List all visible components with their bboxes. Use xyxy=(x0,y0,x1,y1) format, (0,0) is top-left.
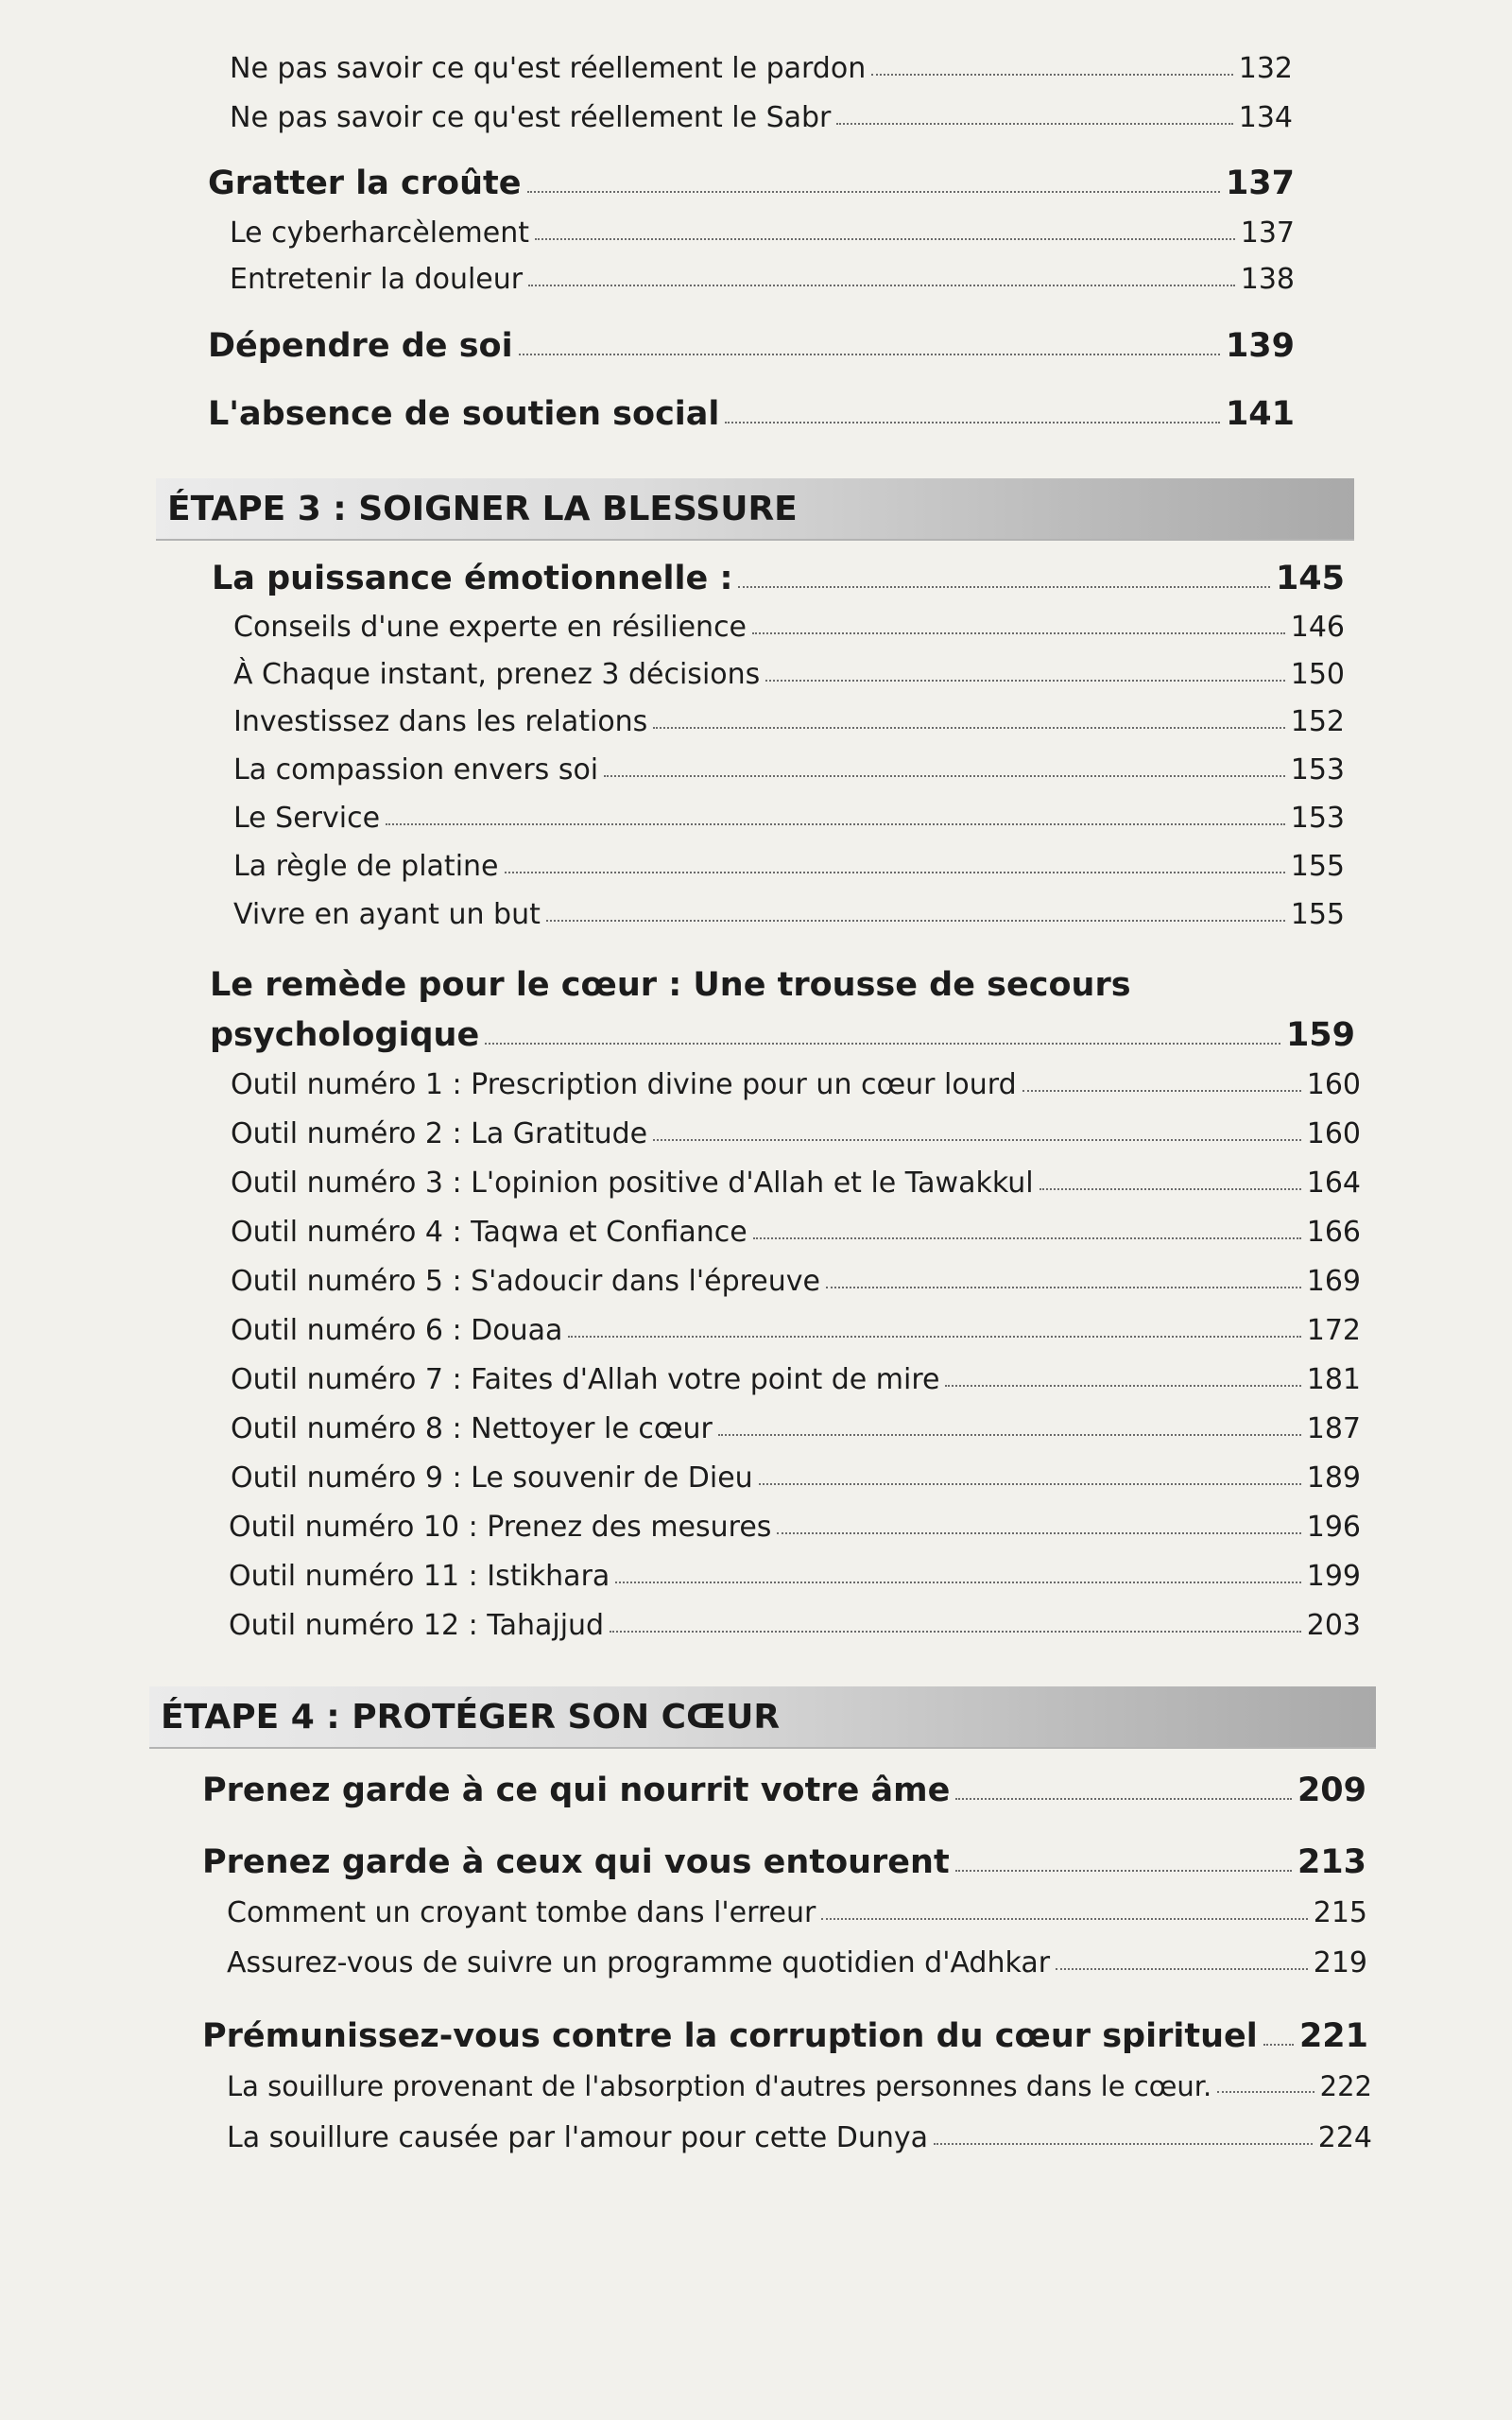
toc-entry-page: 166 xyxy=(1306,1216,1361,1249)
dot-leader xyxy=(1056,1968,1308,1970)
toc-entry-title: Outil numéro 5 : S'adoucir dans l'épreuve xyxy=(231,1265,820,1298)
dot-leader xyxy=(777,1532,1300,1534)
toc-entry-page: 187 xyxy=(1306,1412,1361,1445)
dot-leader xyxy=(955,1798,1292,1800)
toc-entry-title: psychologique xyxy=(210,1016,480,1054)
toc-entry-title: Outil numéro 10 : Prenez des mesures xyxy=(229,1511,772,1544)
toc-entry-title: La règle de platine xyxy=(233,850,499,883)
toc-entry-page: 213 xyxy=(1297,1843,1366,1881)
toc-entry-page: 181 xyxy=(1306,1363,1361,1396)
toc-entry-title: Ne pas savoir ce qu'est réellement le Sabr xyxy=(230,101,832,134)
dot-leader xyxy=(527,191,1220,193)
dot-leader xyxy=(725,422,1220,424)
toc-entry xyxy=(233,850,1345,883)
toc-entry-page: 199 xyxy=(1306,1560,1361,1593)
toc-entry xyxy=(227,1946,1367,1979)
toc-entry xyxy=(202,2017,1368,2055)
toc-entry-title: À Chaque instant, prenez 3 décisions xyxy=(233,658,761,691)
dot-leader xyxy=(505,872,1285,873)
toc-entry xyxy=(231,1167,1361,1200)
toc-entry xyxy=(233,898,1345,931)
toc-entry-title: Prenez garde à ce qui nourrit votre âme xyxy=(202,1772,951,1809)
section-heading-text: ÉTAPE 3 : SOIGNER LA BLESSURE xyxy=(167,489,798,528)
toc-entry xyxy=(230,52,1293,85)
toc-entry xyxy=(229,1560,1361,1593)
toc-entry-page: 145 xyxy=(1275,560,1345,597)
toc-entry xyxy=(231,1068,1361,1101)
toc-entry-title: La souillure causée par l'amour pour cette Dunya xyxy=(227,2121,929,2154)
toc-entry-page: 134 xyxy=(1238,101,1293,134)
toc-entry-page: 138 xyxy=(1240,263,1295,296)
toc-entry-page: 222 xyxy=(1319,2070,1372,2102)
toc-entry-title: Outil numéro 3 : L'opinion positive d'Allah et le Tawakkul xyxy=(231,1167,1034,1200)
section-heading-text: ÉTAPE 4 : PROTÉGER SON CŒUR xyxy=(161,1697,781,1737)
toc-entry xyxy=(230,216,1295,250)
toc-entry xyxy=(230,263,1295,296)
dot-leader xyxy=(738,586,1269,588)
toc-entry xyxy=(229,1609,1361,1642)
toc-entry-page: 150 xyxy=(1290,658,1345,691)
toc-entry-title: Outil numéro 11 : Istikhara xyxy=(229,1560,610,1593)
dot-leader xyxy=(528,285,1235,286)
toc-entry-page: 137 xyxy=(1240,216,1295,250)
toc-entry xyxy=(231,1412,1361,1445)
dot-leader xyxy=(1217,2091,1314,2093)
toc-entry-title: Conseils d'une experte en résilience xyxy=(233,611,747,644)
toc-entry xyxy=(233,753,1345,786)
dot-leader xyxy=(759,1483,1301,1485)
dot-leader xyxy=(615,1582,1300,1583)
dot-leader xyxy=(604,775,1285,777)
toc-entry xyxy=(208,164,1295,202)
toc-entry-title: Outil numéro 7 : Faites d'Allah votre point de mire xyxy=(231,1363,940,1396)
toc-entry xyxy=(230,101,1293,134)
toc-entry xyxy=(208,395,1295,433)
toc-entry-page: 215 xyxy=(1313,1896,1367,1929)
toc-entry-title: Assurez-vous de suivre un programme quotidien d'Adhkar xyxy=(227,1946,1051,1979)
dot-leader xyxy=(753,1237,1301,1239)
toc-entry xyxy=(231,1363,1361,1396)
dot-leader xyxy=(519,354,1220,355)
toc-entry xyxy=(231,1216,1361,1249)
dot-leader xyxy=(653,1139,1301,1141)
toc-entry-page: 160 xyxy=(1306,1117,1361,1150)
dot-leader xyxy=(955,1870,1292,1872)
section-heading-etape-3 xyxy=(156,478,1354,541)
toc-entry-page: 164 xyxy=(1306,1167,1361,1200)
toc-entry xyxy=(202,1772,1366,1809)
toc-entry-title: Prenez garde à ceux qui vous entourent xyxy=(202,1843,950,1881)
dot-leader xyxy=(485,1043,1280,1045)
toc-entry-page: 141 xyxy=(1225,395,1295,433)
toc-entry-page: 155 xyxy=(1290,898,1345,931)
toc-entry-title: Outil numéro 8 : Nettoyer le cœur xyxy=(231,1412,713,1445)
dot-leader xyxy=(653,727,1284,729)
dot-leader xyxy=(546,920,1285,922)
toc-entry xyxy=(231,1265,1361,1298)
toc-entry-title: Vivre en ayant un but xyxy=(233,898,541,931)
toc-entry-title: La puissance émotionnelle : xyxy=(212,560,733,597)
toc-entry-title: Le Service xyxy=(233,802,381,835)
dot-leader xyxy=(718,1434,1301,1436)
dot-leader xyxy=(1022,1090,1301,1092)
toc-entry-page: 172 xyxy=(1306,1314,1361,1347)
toc-entry-page: 155 xyxy=(1290,850,1345,883)
toc-entry-title: Outil numéro 9 : Le souvenir de Dieu xyxy=(231,1461,753,1495)
dot-leader xyxy=(1040,1188,1301,1190)
dot-leader xyxy=(568,1336,1300,1338)
dot-leader xyxy=(765,680,1284,682)
toc-entry-page: 224 xyxy=(1317,2121,1372,2154)
toc-entry-title: Outil numéro 12 : Tahajjud xyxy=(229,1609,605,1642)
dot-leader xyxy=(836,123,1232,125)
dot-leader xyxy=(752,632,1285,634)
toc-entry xyxy=(231,1117,1361,1150)
toc-entry-page: 132 xyxy=(1238,52,1293,85)
toc-entry xyxy=(212,560,1345,597)
toc-entry-page: 203 xyxy=(1306,1609,1361,1642)
toc-entry-title: Le cyberharcèlement xyxy=(230,216,530,250)
toc-entry xyxy=(231,1461,1361,1495)
toc-entry-title: Entretenir la douleur xyxy=(230,263,524,296)
toc-entry-page: 159 xyxy=(1285,1016,1355,1054)
toc-entry-title: Dépendre de soi xyxy=(208,327,513,365)
toc-entry-title: Ne pas savoir ce qu'est réellement le pardon xyxy=(230,52,867,85)
toc-entry-page: 137 xyxy=(1225,164,1295,202)
toc-entry-page: 160 xyxy=(1306,1068,1361,1101)
section-heading-etape-4 xyxy=(149,1686,1376,1749)
dot-leader xyxy=(386,823,1285,825)
toc-entry-title: La souillure provenant de l'absorption d'autres personnes dans le cœur. xyxy=(227,2070,1212,2102)
toc-entry-page: 169 xyxy=(1306,1265,1361,1298)
toc-entry-page: 219 xyxy=(1313,1946,1367,1979)
dot-leader xyxy=(871,74,1233,76)
toc-entry xyxy=(208,327,1295,365)
toc-entry xyxy=(233,705,1345,738)
toc-entry xyxy=(227,1896,1367,1929)
toc-entry-page: 209 xyxy=(1297,1772,1366,1809)
dot-leader xyxy=(535,238,1235,240)
toc-entry xyxy=(210,1016,1355,1054)
dot-leader xyxy=(945,1385,1300,1387)
toc-entry-title: Outil numéro 1 : Prescription divine pour un cœur lourd xyxy=(231,1068,1017,1101)
dot-leader xyxy=(826,1287,1301,1288)
toc-entry-title: L'absence de soutien social xyxy=(208,395,720,433)
toc-entry-title-line1: Le remède pour le cœur : Une trousse de secours xyxy=(210,966,1131,1004)
toc-entry xyxy=(233,802,1345,835)
toc-entry xyxy=(202,1843,1366,1881)
toc-entry-page: 196 xyxy=(1306,1511,1361,1544)
toc-entry-title: Outil numéro 6 : Douaa xyxy=(231,1314,563,1347)
toc-entry-title: Comment un croyant tombe dans l'erreur xyxy=(227,1896,816,1929)
toc-entry xyxy=(231,1314,1361,1347)
toc-entry-title: Prémunissez-vous contre la corruption du cœur spirituel xyxy=(202,2017,1258,2055)
toc-entry-title: Outil numéro 2 : La Gratitude xyxy=(231,1117,648,1150)
toc-entry-title: Investissez dans les relations xyxy=(233,705,648,738)
toc-entry-page: 153 xyxy=(1290,753,1345,786)
toc-entry xyxy=(227,2070,1372,2102)
toc-entry-page: 152 xyxy=(1290,705,1345,738)
toc-entry-page: 146 xyxy=(1290,611,1345,644)
toc-entry xyxy=(233,658,1345,691)
dot-leader xyxy=(934,2143,1313,2145)
dot-leader xyxy=(1263,2044,1294,2046)
toc-entry-title: Outil numéro 4 : Taqwa et Confiance xyxy=(231,1216,747,1249)
toc-entry-title: La compassion envers soi xyxy=(233,753,599,786)
toc-entry xyxy=(227,2121,1372,2154)
dot-leader xyxy=(821,1918,1307,1920)
toc-entry-page: 139 xyxy=(1225,327,1295,365)
toc-entry-page: 153 xyxy=(1290,802,1345,835)
dot-leader xyxy=(610,1631,1301,1633)
toc-entry-page: 189 xyxy=(1306,1461,1361,1495)
toc-entry-title: Gratter la croûte xyxy=(208,164,522,202)
toc-entry xyxy=(229,1511,1361,1544)
toc-entry xyxy=(233,611,1345,644)
toc-entry-page: 221 xyxy=(1298,2017,1368,2055)
